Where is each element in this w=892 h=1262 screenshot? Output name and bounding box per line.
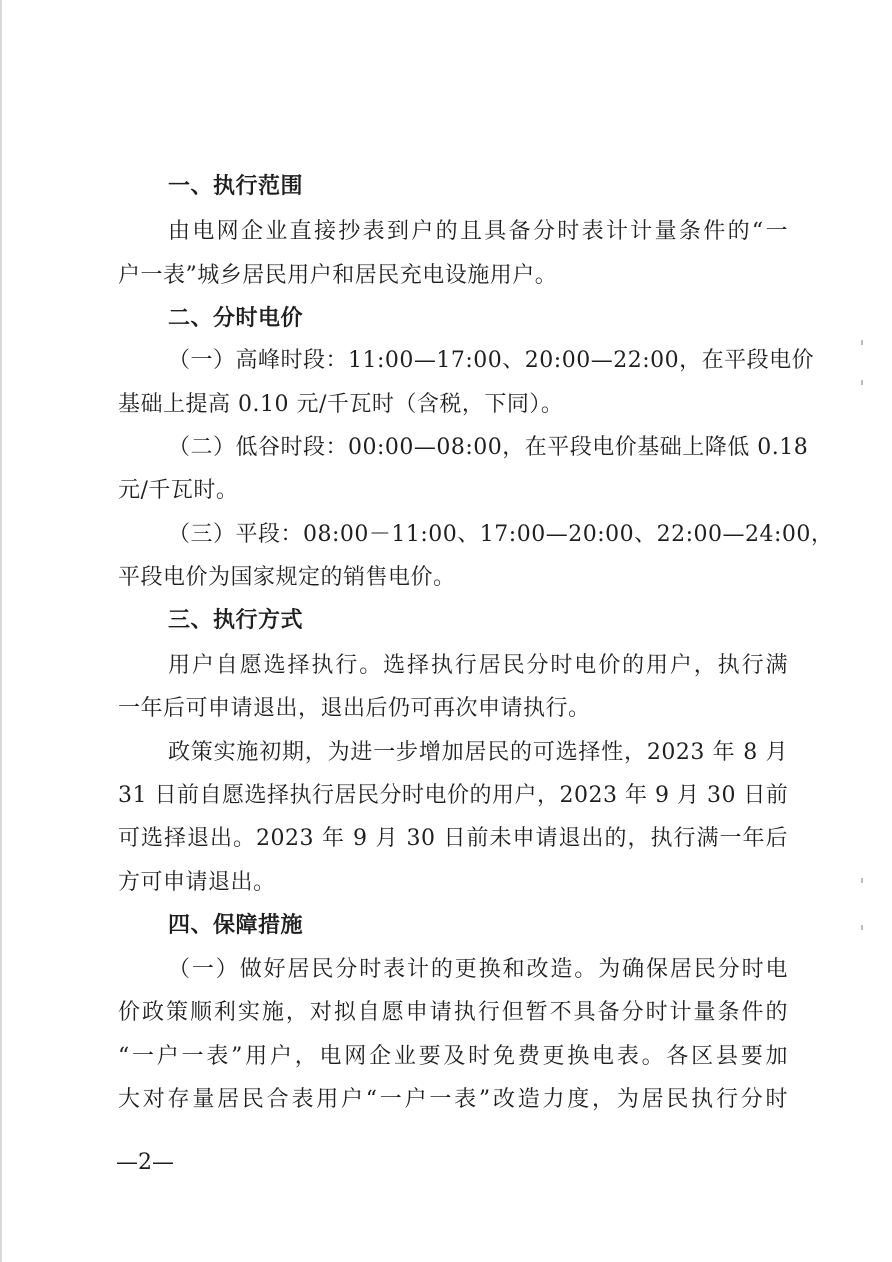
scan-speck: [861, 925, 863, 930]
section-1-line-2: 户一表”城乡居民用户和居民充电设施用户。: [118, 263, 558, 288]
section-2-line-1: （一）高峰时段：11:00—17:00、20:00—22:00，在平段电价: [168, 348, 815, 373]
section-2-line-6: 平段电价为国家规定的销售电价。: [118, 565, 456, 590]
page-number: —2—: [116, 1150, 174, 1175]
section-heading-4: 四、保障措施: [168, 913, 304, 938]
section-1-line-1: 由电网企业直接抄表到户的且具备分时表计计量条件的“一: [168, 219, 788, 244]
scan-speck: [861, 878, 863, 883]
section-4-line-3: “一户一表”用户，电网企业要及时免费更换电表。各区县要加: [118, 1044, 788, 1069]
section-3-line-6: 方可申请退出。: [118, 870, 276, 895]
section-4-line-2: 价政策顺利实施，对拟自愿申请执行但暂不具备分时计量条件的: [118, 1000, 788, 1025]
scan-speck: [861, 340, 863, 345]
page-left-edge: [0, 0, 2, 1262]
section-heading-3: 三、执行方式: [168, 608, 304, 633]
section-heading-1: 一、执行范围: [168, 174, 304, 199]
section-3-line-5: 可选择退出。2023 年 9 月 30 日前未申请退出的，执行满一年后: [118, 826, 788, 851]
section-2-line-4: 元/千瓦时。: [118, 478, 239, 503]
section-3-line-2: 一年后可申请退出，退出后仍可再次申请执行。: [118, 696, 591, 721]
section-3-line-1: 用户自愿选择执行。选择执行居民分时电价的用户，执行满: [168, 653, 788, 678]
section-heading-2: 二、分时电价: [168, 306, 304, 331]
section-3-line-3: 政策实施初期，为进一步增加居民的可选择性，2023 年 8 月: [168, 740, 788, 765]
section-3-line-4: 31 日前自愿选择执行居民分时电价的用户，2023 年 9 月 30 日前: [118, 783, 789, 808]
section-2-line-3: （二）低谷时段：00:00—08:00，在平段电价基础上降低 0.18: [168, 435, 809, 460]
section-4-line-1: （一）做好居民分时表计的更换和改造。为确保居民分时电: [168, 957, 788, 982]
scan-speck: [861, 380, 863, 385]
section-4-line-4: 大对存量居民合表用户“一户一表”改造力度，为居民执行分时: [118, 1087, 788, 1112]
section-2-line-5: （三）平段：08:00－11:00、17:00—20:00、22:00—24:00，: [168, 522, 834, 547]
section-2-line-2: 基础上提高 0.10 元/千瓦时（含税，下同）。: [118, 392, 564, 417]
